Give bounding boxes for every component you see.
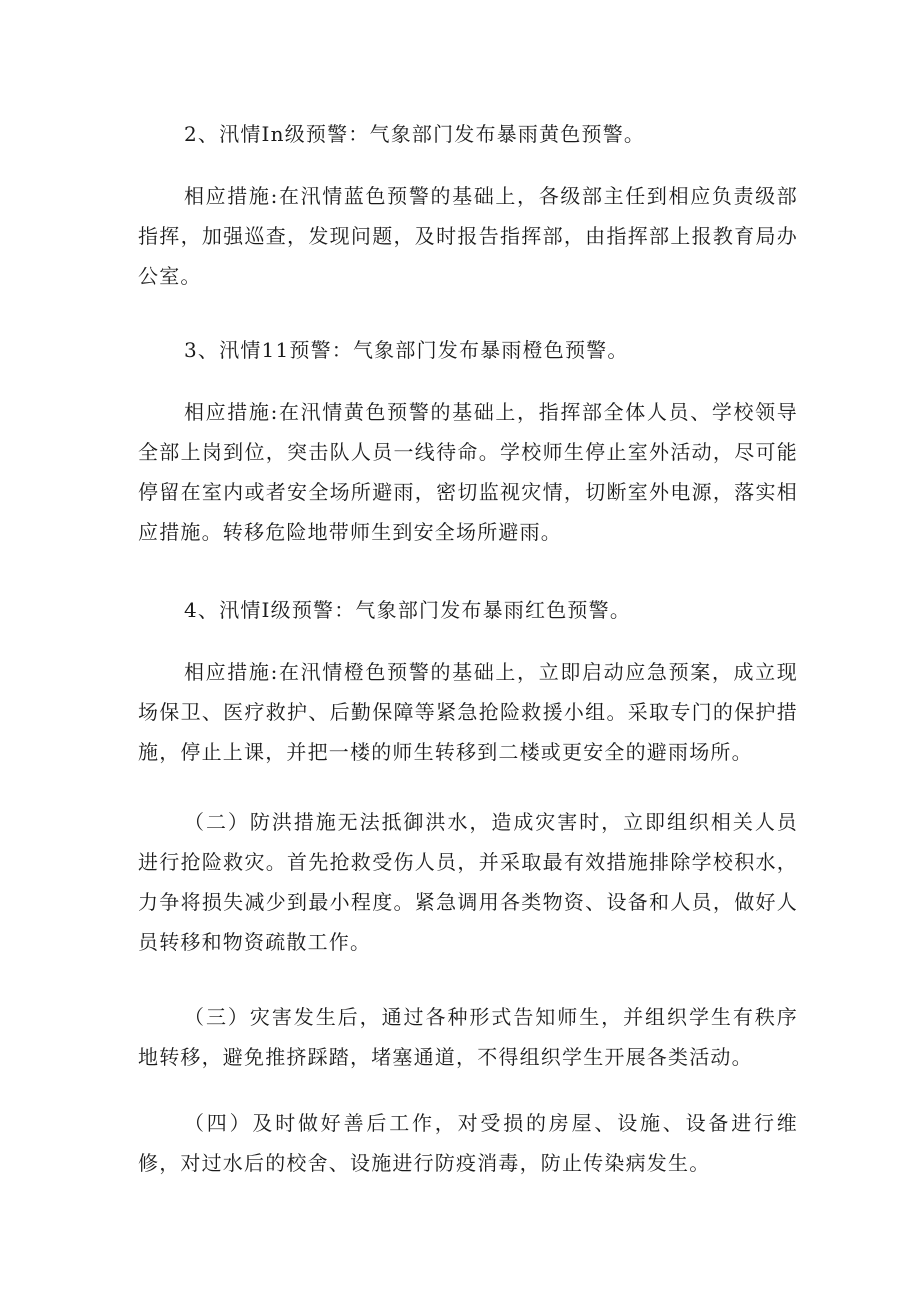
paragraph-level-3-warning: 2、汛情In级预警：气象部门发布暴雨黄色预警。 bbox=[184, 122, 646, 146]
paragraph-section-2: （二）防洪措施无法抵御洪水，造成灾害时，立即组织相关人员进行抢险救灾。首先抢救受伤人员，并采取最有效措施排除学校积水，力争将损失减少到最小程度。紧急调用各类物资、设备和人员，做好人员转移和物资疏散工作。 bbox=[138, 810, 798, 954]
paragraph-level-1-warning: 4、汛情Ⅰ级预警：气象部门发布暴雨红色预警。 bbox=[184, 598, 632, 622]
paragraph-level-3-measures: 相应措施:在汛情蓝色预警的基础上，各级部主任到相应负责级部指挥，加强巡查，发现问题，及时报告指挥部，由指挥部上报教育局办公室。 bbox=[138, 184, 798, 288]
paragraph-level-2-warning: 3、汛情11预警：气象部门发布暴雨橙色预警。 bbox=[184, 338, 629, 362]
paragraph-section-3: （三）灾害发生后，通过各种形式告知师生，并组织学生有秩序地转移，避免推挤踩踏，堵塞通道，不得组织学生开展各类活动。 bbox=[138, 1005, 798, 1069]
paragraph-level-2-measures: 相应措施:在汛情黄色预警的基础上，指挥部全体人员、学校领导全部上岗到位，突击队人员一线待命。学校师生停止室外活动，尽可能停留在室内或者安全场所避雨，密切监视灾情，切断室外电源，落实相应措施。转移危险地带师生到安全场所避雨。 bbox=[138, 400, 798, 544]
paragraph-level-1-measures: 相应措施:在汛情橙色预警的基础上，立即启动应急预案，成立现场保卫、医疗救护、后勤保障等紧急抢险救援小组。采取专门的保护措施，停止上课，并把一楼的师生转移到二楼或更安全的避雨场所。 bbox=[138, 660, 798, 764]
paragraph-section-4: （四）及时做好善后工作，对受损的房屋、设施、设备进行维修，对过水后的校舍、设施进行防疫消毒，防止传染病发生。 bbox=[138, 1111, 798, 1175]
